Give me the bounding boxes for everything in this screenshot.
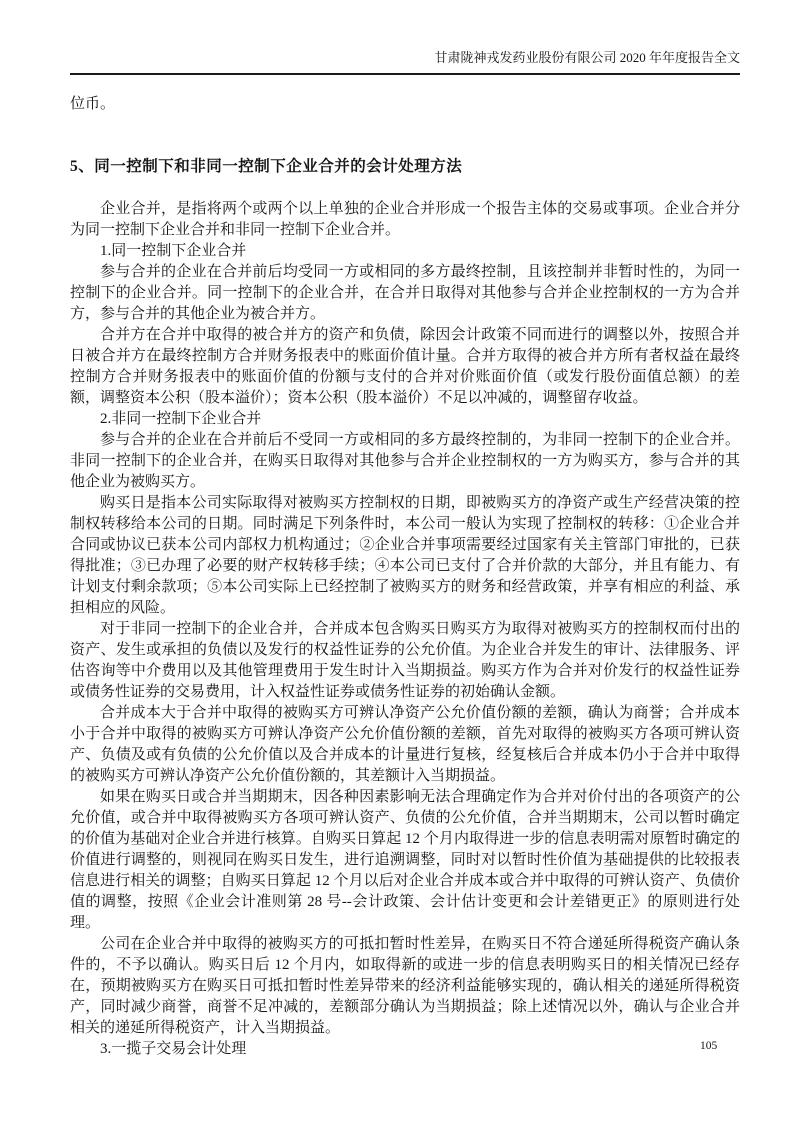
paragraph: 1.同一控制下企业合并: [100, 243, 247, 259]
paragraph: 合并成本大于合并中取得的被购买方可辨认净资产公允价值份额的差额，确认为商誉；合并成本小于合并中取得的被购买方可辨认净资产公允价值份额的差额，首先对取得的被购买方各项可辨认资产、负债及或有负债的公允价值以及合并成本的计量进行复核，经复核后合并成本仍小于合并中取得的被购买方可辨认净资产公允价值份额的，其差额计入当期损益。: [70, 705, 740, 784]
paragraph: 如果在购买日或合并当期期末，因各种因素影响无法合理确定作为合并对价付出的各项资产的公允价值，或合并中取得被购买方各项可辨认资产、负债的公允价值，合并当期期末，公司以暂时确定的价值为基础对企业合并进行核算。自购买日算起 12 个月内取得进一步的信息表明需对原暂时确定的价值进行调整的，则视同在购买日发生，进行追溯调整，同时对以暂时性价值为基础提供的比较报表信息进行相关的调整；自购买日算起 12 个月以后对企业合并成本或合并中取得的可辨认资产、负债价值的调整，按照《企业会计准则第 28 号--会计政策、会计估计变更和会计差错更正》的原则进行处理。: [70, 789, 740, 931]
paragraph: 公司在企业合并中取得的被购买方的可抵扣暂时性差异，在购买日不符合递延所得税资产确认条件的，不予以确认。购买日后 12 个月内，如取得新的或进一步的信息表明购买日的相关情况已经存在，预期被购买方在购买日可抵扣暂时性差异带来的经济利益能够实现的，确认相关的递延所得税资产，同时减少商誉，商誉不足冲减的，差额部分确认为当期损益；除上述情况以外，确认与企业合并相关的递延所得税资产，计入当期损益。: [70, 936, 740, 1036]
paragraph: 购买日是指本公司实际取得对被购买方控制权的日期，即被购买方的净资产或生产经营决策的控制权转移给本公司的日期。同时满足下列条件时，本公司一般认为实现了控制权的转移：①企业合并合同或协议已获本公司内部权力机构通过；②企业合并事项需要经过国家有关主管部门审批的，已获得批准；③已办理了必要的财产权转移手续；④本公司已支付了合并价款的大部分，并且有能力、有计划支付剩余款项；⑤本公司实际上已经控制了被购买方的财务和经营政策，并享有相应的利益、承担相应的风险。: [70, 495, 740, 616]
section-paragraphs: [70, 199, 740, 1060]
paragraph: 2.非同一控制下企业合并: [100, 411, 262, 427]
paragraph: 参与合并的企业在合并前后不受同一方或相同的多方最终控制的，为非同一控制下的企业合并。非同一控制下的企业合并，在购买日取得对其他参与合并企业控制权的一方为购买方，参与合并的其他企业为被购买方。: [70, 432, 740, 490]
page-header: [70, 50, 740, 75]
report-header-title: 甘肃陇神戎发药业股份有限公司 2020 年年度报告全文: [434, 50, 740, 65]
paragraph: 企业合并，是指将两个或两个以上单独的企业合并形成一个报告主体的交易或事项。企业合并分为同一控制下企业合并和非同一控制下企业合并。: [70, 201, 740, 238]
page-number: 105: [700, 1040, 718, 1052]
paragraph: 3.一揽子交易会计处理: [100, 1041, 247, 1057]
section-heading: 5、同一控制下和非同一控制下企业合并的会计处理方法: [70, 158, 463, 175]
paragraph: 参与合并的企业在合并前后均受同一方或相同的多方最终控制，且该控制并非暂时性的，为同一控制下的企业合并。同一控制下的企业合并，在合并日取得对其他参与合并企业控制权的一方为合并方，参与合并的其他企业为被合并方。: [70, 264, 740, 322]
paragraph: 对于非同一控制下的企业合并，合并成本包含购买日购买方为取得对被购买方的控制权而付出的资产、发生或承担的负债以及发行的权益性证券的公允价值。为企业合并发生的审计、法律服务、评估咨询等中介费用以及其他管理费用于发生时计入当期损益。购买方作为合并对价发行的权益性证券或债务性证券的交易费用，计入权益性证券或债务性证券的初始确认金额。: [70, 621, 740, 700]
carryover-text: 位币。: [70, 96, 116, 112]
paragraph: 合并方在合并中取得的被合并方的资产和负债，除因会计政策不同而进行的调整以外，按照合并日被合并方在最终控制方合并财务报表中的账面价值计量。合并方取得的被合并方所有者权益在最终控制方合并财务报表中的账面价值的份额与支付的合并对价账面价值（或发行股份面值总额）的差额，调整资本公积（股本溢价）；资本公积（股本溢价）不足以冲减的，调整留存收益。: [70, 327, 740, 406]
